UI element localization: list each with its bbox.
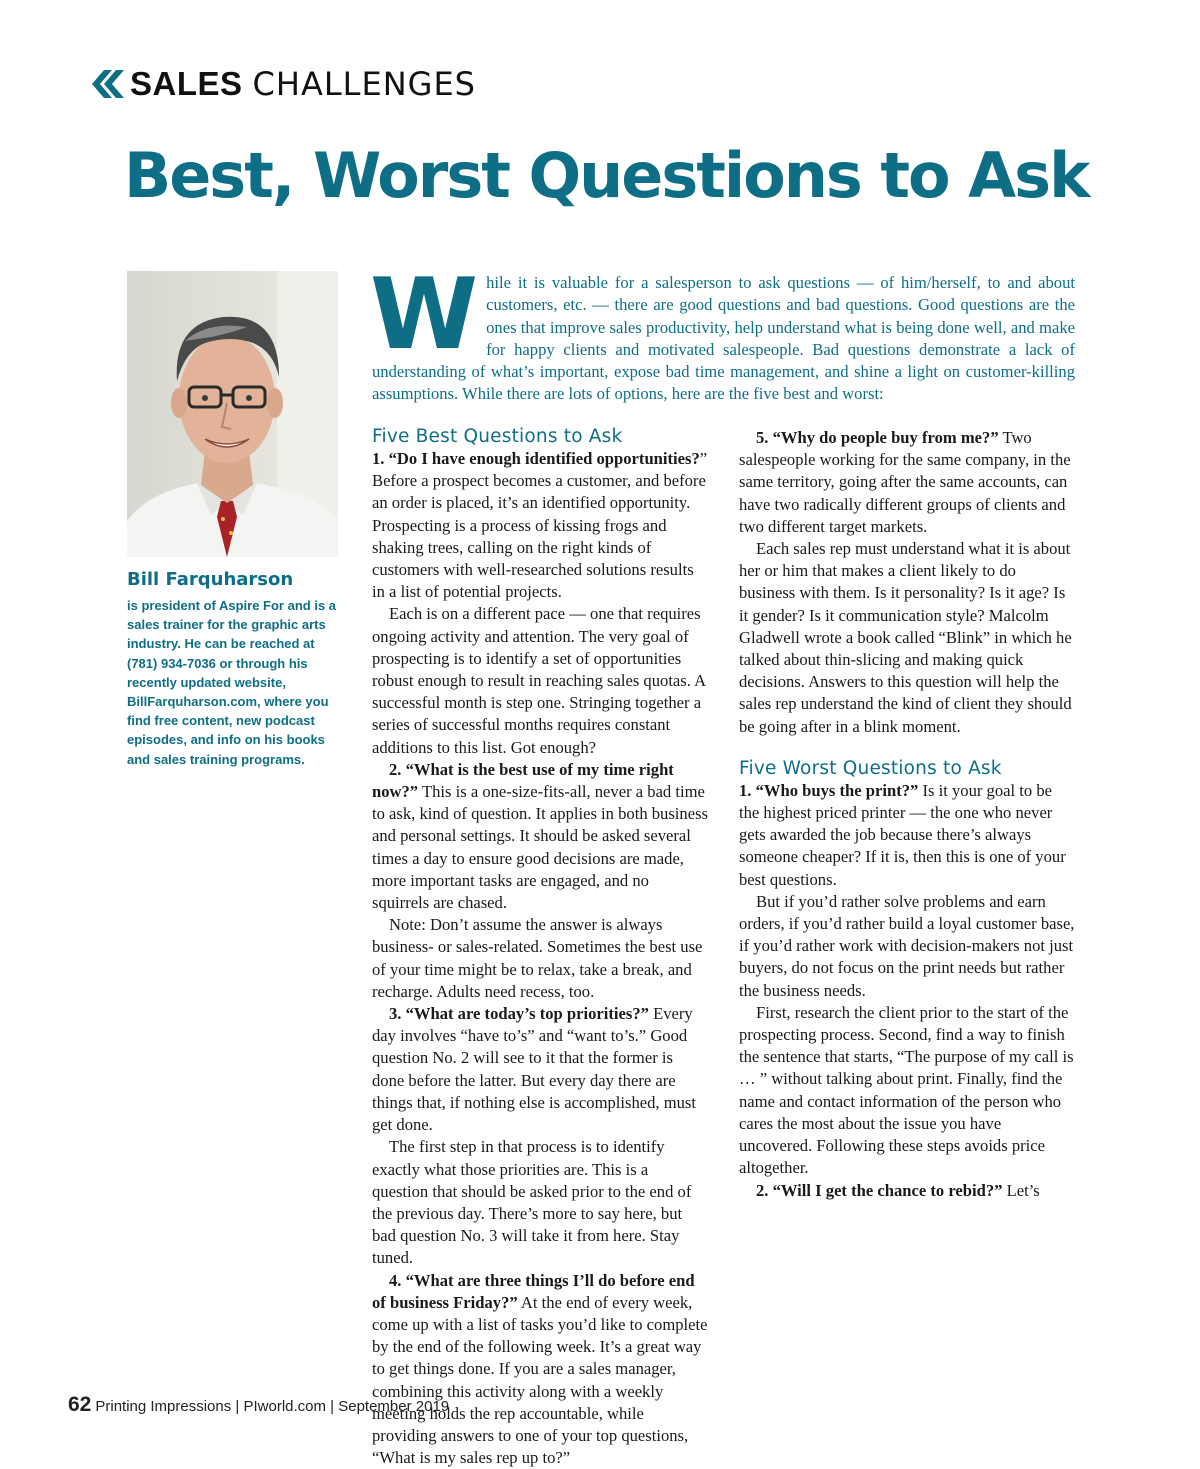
article-column-right <box>739 427 1075 1202</box>
author-bio: is president of Aspire For and is a sales trainer for the graphic arts industry. He can be reached at (781) 934-7036 or through his recently updated website, BillFarquharson.com, where you find free content, new podcast episodes, and info on his books and sales training programs. <box>127 598 337 767</box>
body-paragraph: Note: Don’t assume the answer is always business- or sales-related. Sometimes the best use of your time might be to relax, take a break, and recharge. Adults need recess, too. <box>372 915 703 1001</box>
question-text: Is it your goal to be the highest priced printer — the one who never gets awarded the job because there’s always someone cheaper? If it is, then this is one of your best questions. <box>739 780 1066 889</box>
body-paragraph: The first step in that process is to identify exactly what those priorities are. This is a question that should be asked prior to the end of the previous day. There’s more to say here, but bad question No. 3 will take it from here. Stay tuned. <box>372 1137 692 1268</box>
worst-question-2 <box>739 1180 1075 1202</box>
page-footer <box>68 1393 449 1417</box>
article-headline: Best, Worst Questions to Ask <box>124 139 1089 212</box>
question-label: 4. “What are three things I’ll do before end of business Friday?” <box>372 1270 695 1312</box>
worst-questions-heading: Five Worst Questions to Ask <box>739 757 1002 779</box>
section-label-light: CHALLENGES <box>252 65 476 103</box>
best-question-2 <box>372 759 708 914</box>
best-question-1 <box>372 448 708 603</box>
question-text: Two salespeople working for the same company, in the same territory, going after the same accounts, can have two radically different groups of clients and two different target markets. <box>739 428 1071 536</box>
best-question-5 <box>739 427 1075 538</box>
question-text: ” Before a prospect becomes a customer, and before an order is placed, it’s an identified opportunity. Prospecting is a process of kissing frogs and shaking trees, calling on the right kinds of customers with well-researched solutions results in a list of potential projects. <box>372 449 708 602</box>
body-paragraph: First, research the client prior to the start of the prospecting process. Second, find a way to finish the sentence that starts, “The purpose of my call is … ” without talking about print. Finally, find the name and contact information of the person who cares the most about the issue you have uncovered. Following these steps avoids price altogether. <box>739 1002 1074 1178</box>
section-header <box>90 64 476 104</box>
question-text: Every day involves “have to’s” and “want to’s.” Good question No. 2 will see to it that the former is done before the latter. But every day there are things that, if nothing else is accomplished, must get done. <box>372 1004 696 1135</box>
best-questions-heading: Five Best Questions to Ask <box>372 426 623 447</box>
question-label: 1. “Who buys the print?” <box>739 780 919 800</box>
best-question-4 <box>372 1270 708 1469</box>
double-chevron-left-icon <box>90 70 124 98</box>
body-paragraph: But if you’d rather solve problems and earn orders, if you’d rather build a loyal customer base, if you’d rather work with decision-makers not just buyers, do not focus on the print needs but rather the business needs. <box>739 891 1075 1000</box>
drop-cap: W <box>370 258 479 372</box>
intro-paragraph <box>370 258 1075 406</box>
question-label: 1. “Do I have enough identified opportunities? <box>372 449 700 468</box>
question-label: 5. “Why do people buy from me?” <box>756 428 999 447</box>
question-label: 2. “What is the best use of my time right now?” <box>372 759 674 802</box>
question-label: 3. “What are today’s top priorities?” <box>389 1004 649 1024</box>
best-question-3 <box>372 1003 708 1136</box>
footer-text: Printing Impressions | PIworld.com | September 2019 <box>95 1398 450 1415</box>
intro-text: hile it is valuable for a salesperson to ask questions — of him/herself, to and about customers, etc. — there are good questions and bad questions. Good questions are the ones that improve sales productivity, help understand what is being done well, and make for happy clients and motivated salespeople. Bad questions demonstrate a lack of understanding of what’s important, expose bad time management, and shine a light on customer-killing assumptions. While there are lots of options, here are the five best and worst: <box>372 273 1075 404</box>
question-text: This is a one-size-fits-all, never a bad time to ask, kind of question. It applies in both business and personal settings. It should be asked several times a day to ensure good decisions are made, more important tasks are engaged, and no squirrels are chased. <box>372 782 708 913</box>
author-name: Bill Farquharson <box>127 569 294 590</box>
question-text: Let’s <box>1002 1180 1040 1200</box>
worst-question-1 <box>739 780 1075 891</box>
question-text: At the end of every week, come up with a list of tasks you’d like to complete by the end of the following week. It’s a great way to get things done. If you are a sales manager, combining this activity along with a weekly meeting holds the rep accountable, while providing answers to one of your top questions, “What is my sales rep up to?” <box>372 1292 708 1468</box>
body-paragraph: Each sales rep must understand what it is about her or him that makes a client likely to do business with them. Is it personality? Is it age? Is it gender? Is it communication style? Malcolm Gladwell wrote a book called “Blink” in which he talked about thin-slicing and making quick decisions. Answers to this question will help the sales rep understand the kind of client they should be going after in a blink moment. <box>739 539 1072 736</box>
page-number: 62 <box>68 1393 92 1416</box>
body-paragraph: Each is on a different pace — one that requires ongoing activity and attention. The very goal of prospecting is to identify a set of opportunities robust enough to result in reaching sales quotas. A successful month is step one. Stringing together a series of successful months requires constant additions to this list. Got enough? <box>372 604 706 757</box>
article-column-left <box>372 426 708 1469</box>
section-label-bold: SALES <box>130 65 243 102</box>
question-label: 2. “Will I get the chance to rebid?” <box>756 1180 1003 1200</box>
author-photo <box>127 271 338 557</box>
